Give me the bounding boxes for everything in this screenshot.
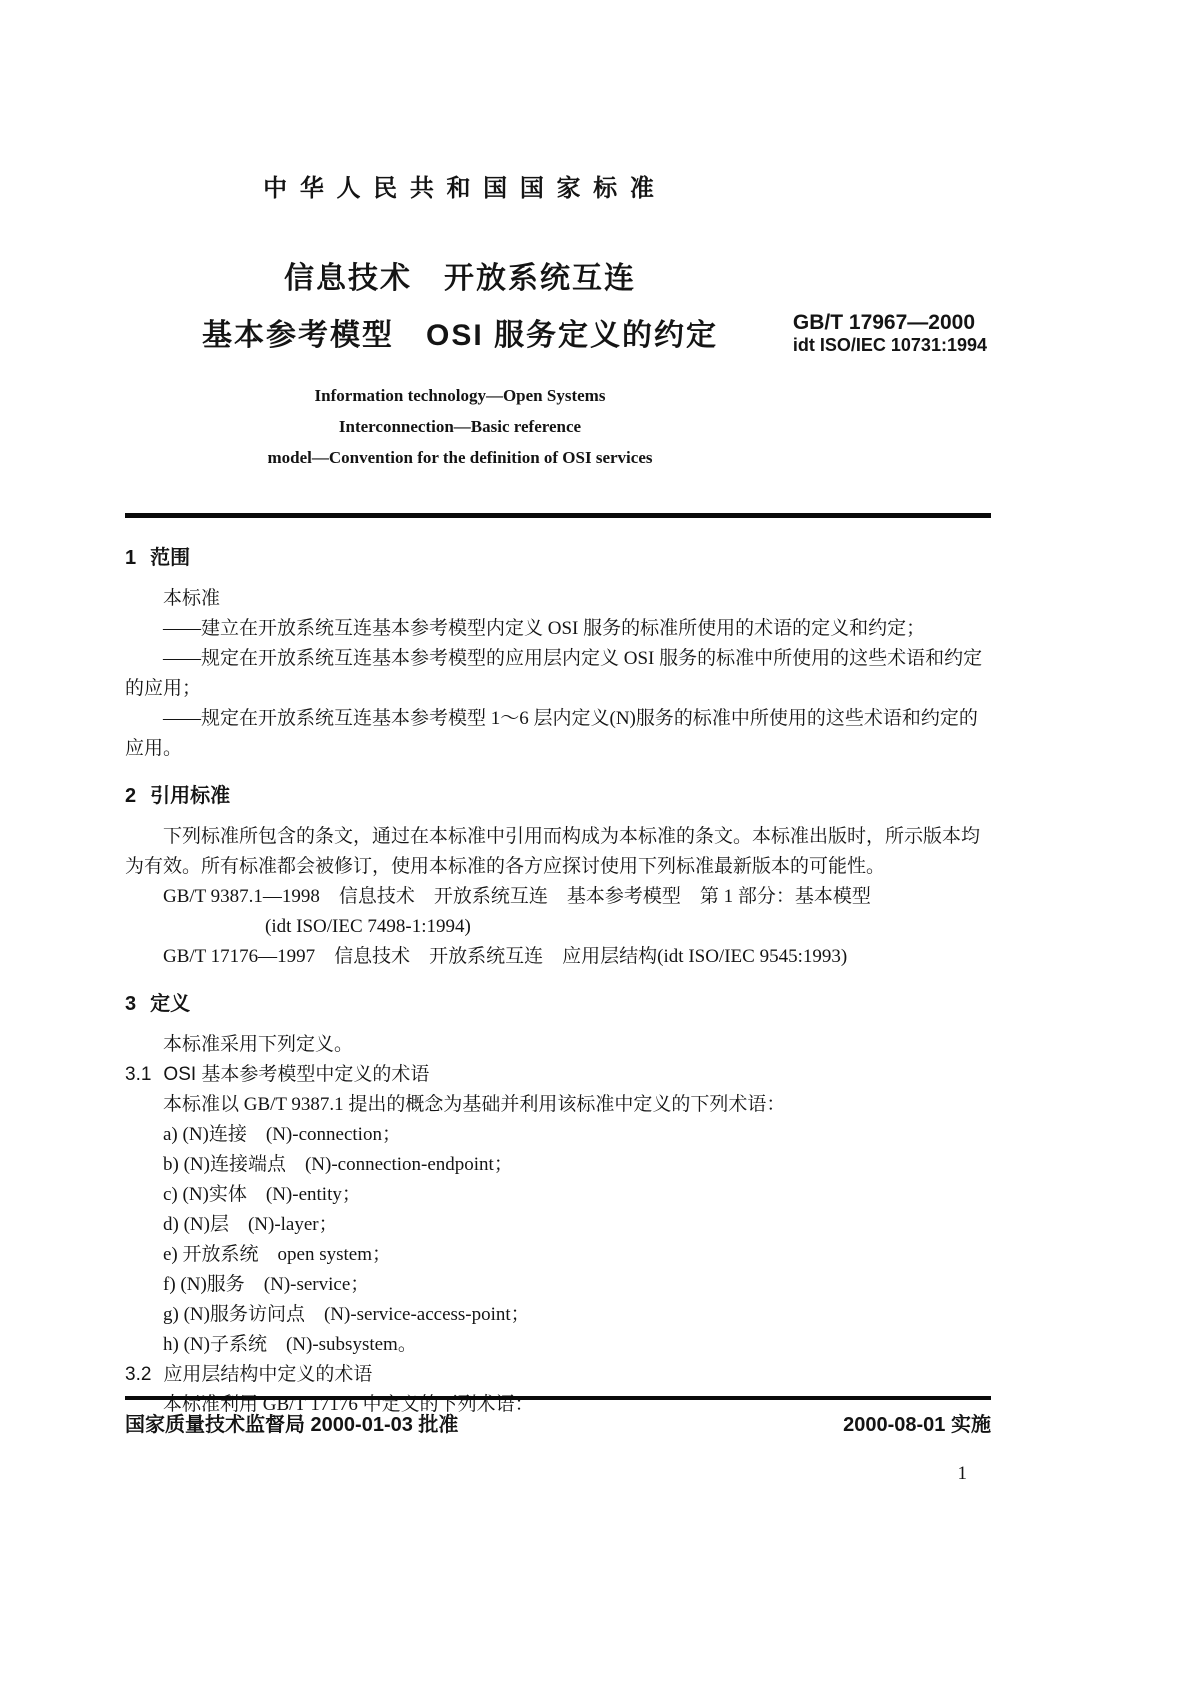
- page-content: [125, 0, 991, 1420]
- standard-idt-reference: idt ISO/IEC 10731:1994: [792, 335, 987, 355]
- section-title: 定义: [150, 993, 191, 1015]
- section-number: 1: [125, 547, 137, 569]
- document-title-en: [125, 380, 795, 473]
- section-2-heading: [125, 782, 991, 810]
- standard-number: [793, 311, 987, 357]
- title-area: [125, 253, 991, 354]
- scope-item: ——建立在开放系统互连基本参考模型内定义 OSI 服务的标准所使用的术语的定义和约定；: [163, 618, 926, 639]
- section-number: 2: [125, 785, 137, 807]
- section-number: 3: [125, 993, 137, 1015]
- page-footer: [125, 1396, 991, 1485]
- subsection-title: OSI 基本参考模型中定义的术语: [163, 1064, 430, 1085]
- term-item: e) 开放系统 open system；: [163, 1244, 391, 1265]
- term-item: b) (N)连接端点 (N)-connection-endpoint；: [163, 1154, 513, 1175]
- scope-item: ——规定在开放系统互连基本参考模型的应用层内定义 OSI 服务的标准中所使用的这些术语和约定的应用；: [125, 648, 983, 699]
- subsection-3-2-intro: 本标准利用 GB/T 17176 中定义的下列术语：: [163, 1394, 534, 1415]
- term-item: f) (N)服务 (N)-service；: [163, 1274, 370, 1295]
- definitions-intro: 本标准采用下列定义。: [163, 1034, 354, 1055]
- section-title: 范围: [150, 547, 191, 569]
- page-number: 1: [957, 1463, 967, 1484]
- reference-item: GB/T 17176—1997 信息技术 开放系统互连 应用层结构(idt ISO/IEC 9545:1993): [163, 946, 848, 967]
- approval-info: 国家质量技术监督局 2000-01-03 批准: [125, 1414, 459, 1436]
- subsection-3-2-heading: [125, 1360, 991, 1390]
- scope-item: ——规定在开放系统互连基本参考模型 1～6 层内定义(N)服务的标准中所使用的这些术语和约定的应用。: [125, 708, 978, 759]
- section-title: 引用标准: [150, 785, 231, 807]
- subsection-title: 应用层结构中定义的术语: [163, 1364, 373, 1385]
- scope-intro: 本标准: [163, 588, 221, 609]
- term-item: h) (N)子系统 (N)-subsystem。: [163, 1334, 417, 1355]
- title-line-2: 基本参考模型 OSI 服务定义的约定: [201, 319, 718, 352]
- reference-item-continuation: (idt ISO/IEC 7498-1:1994): [265, 916, 471, 937]
- subsection-3-1-heading: [125, 1060, 991, 1090]
- title-line-1: 信息技术 开放系统互连: [284, 262, 636, 295]
- title-divider: [125, 513, 991, 518]
- term-item: a) (N)连接 (N)-connection；: [163, 1124, 401, 1145]
- subsection-3-1-intro: 本标准以 GB/T 9387.1 提出的概念为基础并利用该标准中定义的下列术语：: [163, 1094, 786, 1115]
- document-title-cn: [125, 253, 795, 354]
- term-item: g) (N)服务访问点 (N)-service-access-point；: [163, 1304, 530, 1325]
- section-1-heading: [125, 544, 991, 572]
- subsection-number: 3.2: [125, 1364, 152, 1385]
- references-intro: 下列标准所包含的条文，通过在本标准中引用而构成为本标准的条文。本标准出版时，所示版本均为有效。所有标准都会被修订，使用本标准的各方应探讨使用下列标准最新版本的可能性。: [125, 826, 981, 877]
- english-title-line-2: Interconnection—Basic reference: [338, 417, 582, 436]
- document-body: [125, 544, 991, 1420]
- reference-item: GB/T 9387.1—1998 信息技术 开放系统互连 基本参考模型 第 1 部分：基本模型: [163, 886, 871, 907]
- english-title-line-1: Information technology—Open Systems: [314, 386, 606, 405]
- national-standard-header: 中 华 人 民 共 和 国 国 家 标 准: [263, 175, 657, 202]
- term-item: c) (N)实体 (N)-entity；: [163, 1184, 361, 1205]
- english-title-line-3: model—Convention for the definition of OSI services: [267, 448, 653, 467]
- implementation-info: 2000-08-01 实施: [843, 1414, 991, 1436]
- footer-row: [125, 1408, 991, 1437]
- section-3-heading: [125, 990, 991, 1018]
- term-item: d) (N)层 (N)-layer；: [163, 1214, 338, 1235]
- footer-divider: [125, 1396, 991, 1400]
- subsection-number: 3.1: [125, 1064, 152, 1085]
- standard-code: GB/T 17967—2000: [792, 311, 975, 334]
